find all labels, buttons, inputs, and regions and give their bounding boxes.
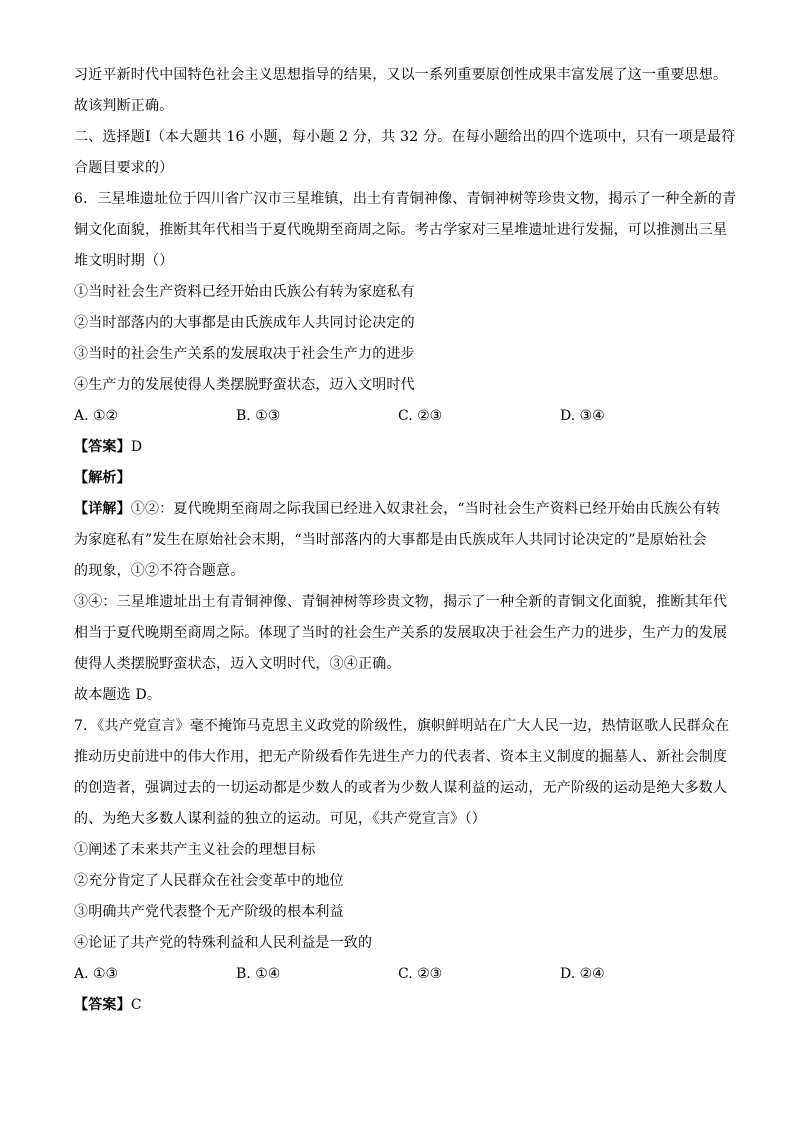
statement-item: ④生产力的发展使得人类摆脱野蛮状态，迈入文明时代 (74, 377, 415, 393)
detail-line: 使得人类摆脱野蛮状态，迈入文明时代，③④正确。 (74, 656, 401, 672)
option-a: A. ①② (74, 408, 119, 424)
statement-item: ②当时部落内的大事都是由氏族成年人共同讨论决定的 (74, 315, 415, 331)
statement-item: ③明确共产党代表整个无产阶级的根本利益 (74, 904, 344, 920)
option-a: A. ①③ (74, 966, 119, 982)
statement-item: ④论证了共产党的特殊利益和人民利益是一致的 (74, 935, 373, 951)
question-stem: 铜文化面貌，推断其年代相当于夏代晚期至商周之际。考古学家对三星堆遗址进行发掘，可以推测出三星 (74, 222, 728, 238)
option-b: B. ①③ (236, 408, 281, 424)
option-c: C. ②③ (398, 966, 443, 982)
question-stem: 堆文明时期（） (74, 253, 174, 269)
detail-line: ③④：三星堆遗址出土有青铜神像、青铜神树等珍贵文物，揭示了一种全新的青铜文化面貌，推断其年代 (74, 594, 728, 610)
section-heading: 二、选择题Ⅰ（本大题共 16 小题，每小题 2 分，共 32 分。在每小题给出的四个选项中，只有一项是最符 (74, 129, 736, 145)
analysis-line (74, 463, 724, 494)
answer-value: D (130, 439, 143, 455)
document-page (74, 60, 737, 1021)
answer-options (74, 401, 724, 432)
detail-line: 相当于夏代晚期至商周之际。体现了当时的社会生产关系的发展取决于社会生产力的进步，生产力的发展 (74, 625, 728, 641)
statement-item: ①当时社会生产资料已经开始由氏族公有转为家庭私有 (74, 284, 415, 300)
option-d: D. ②④ (560, 966, 605, 982)
text-line: 习近平新时代中国特色社会主义思想指导的结果，又以一系列重要原创性成果丰富发展了这一重要思想。 (74, 67, 728, 83)
text-line: 故该判断正确。 (74, 98, 174, 114)
answer-options (74, 959, 724, 990)
detail-text: ①②：夏代晚期至商周之际我国已经进入奴隶社会，“当时社会生产资料已经开始由氏族公有转 (130, 501, 721, 517)
detail-line: 为家庭私有”发生在原始社会末期，“当时部落内的大事都是由氏族成年人共同讨论决定的”是原始社会 (74, 532, 707, 548)
detail-tag: 【详解】 (74, 501, 131, 517)
statement-item: ③当时的社会生产关系的发展取决于社会生产力的进步 (74, 346, 415, 362)
answer-line (74, 432, 724, 463)
option-c: C. ②③ (398, 408, 443, 424)
answer-line (74, 990, 724, 1021)
conclusion-line: 故本题选 D。 (74, 687, 162, 703)
question-stem: 的创造者，强调过去的一切运动都是少数人的或者为少数人谋利益的运动，无产阶级的运动是绝大多数人 (74, 780, 728, 796)
question-stem: 6．三星堆遗址位于四川省广汉市三星堆镇，出土有青铜神像、青铜神树等珍贵文物，揭示了一种全新的青 (74, 191, 737, 207)
answer-value: C (130, 997, 142, 1013)
option-d: D. ③④ (560, 408, 605, 424)
detail-line: 的现象，①②不符合题意。 (74, 563, 245, 579)
answer-tag: 【答案】 (74, 439, 131, 455)
answer-tag: 【答案】 (74, 997, 131, 1013)
detail-line (74, 494, 724, 525)
analysis-tag: 【解析】 (74, 470, 131, 486)
section-heading-cont: 合题目要求的） (74, 160, 174, 176)
question-stem: 的、为绝大多数人谋利益的独立的运动。可见，《共产党宣言》（） (74, 811, 486, 827)
option-b: B. ①④ (236, 966, 281, 982)
question-stem: 7．《共产党宣言》毫不掩饰马克思主义政党的阶级性，旗帜鲜明站在广大人民一边，热情讴歌人民群众在 (74, 718, 730, 734)
question-stem: 推动历史前进中的伟大作用，把无产阶级看作先进生产力的代表者、资本主义制度的掘墓人、新社会制度 (74, 749, 728, 765)
statement-item: ①阐述了未来共产主义社会的理想目标 (74, 842, 316, 858)
question-6 (74, 184, 737, 711)
question-7 (74, 711, 730, 1021)
statement-item: ②充分肯定了人民群众在社会变革中的地位 (74, 873, 344, 889)
